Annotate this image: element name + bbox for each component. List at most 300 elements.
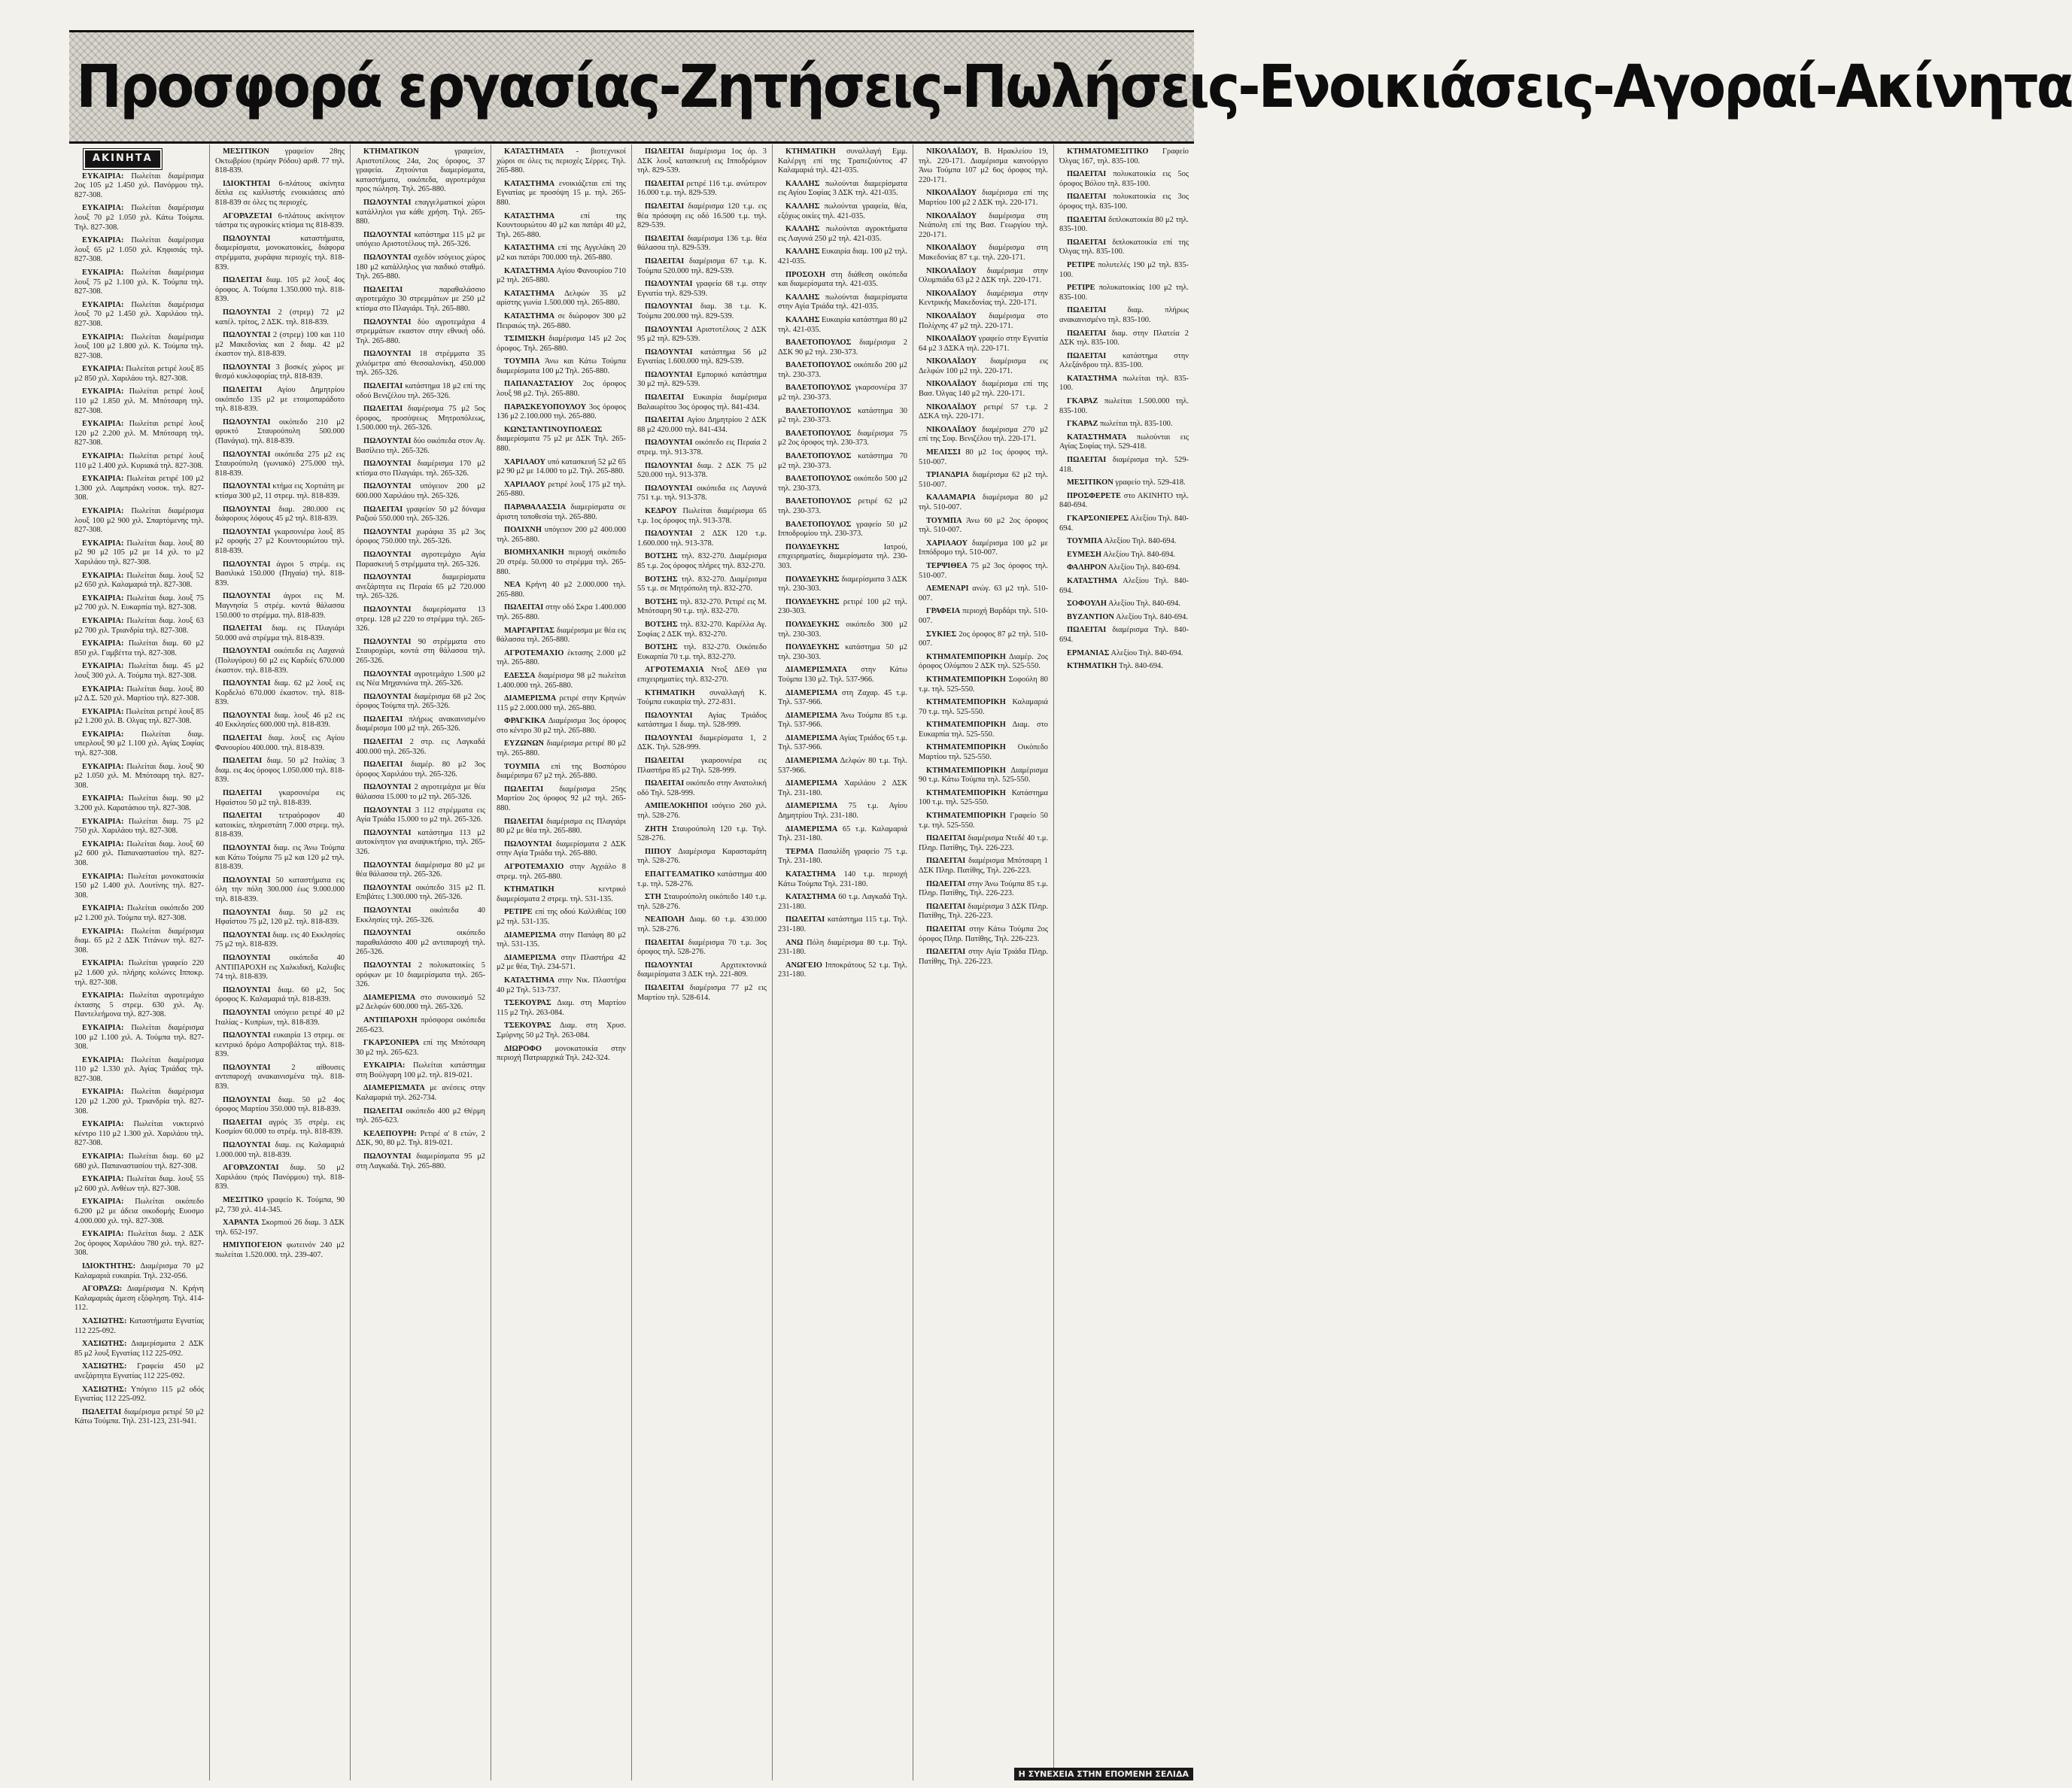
classified-ad (637, 802, 767, 821)
ad-lead: ΦΡΑΓΚΙΚΑ (504, 717, 546, 726)
ad-text: 3ος όροφος 136 μ2 2.100.000 τηλ. 265-880. (497, 402, 626, 421)
ad-text: οικόπεδο εις Περαία 2 στρεμ. τηλ. 913-378. (637, 439, 767, 457)
classified-ad (1059, 456, 1189, 475)
classified-ad (356, 382, 485, 401)
ad-text: Υπόγειο 115 μ2 οδός Εγνατίας 112 225-092. (74, 1385, 205, 1404)
ad-text: Αρχιτεκτονικά διαμερίσματα 3 ΔΣΚ τηλ. 221-809. (637, 961, 767, 979)
ad-text: Αριστοτέλους 2 ΔΣΚ 95 μ2 τηλ. 829-539. (637, 325, 767, 344)
ad-text: επί της Αγγελάκη 20 μ2 και πατάρι 700.000 τηλ. 265-880. (497, 244, 626, 262)
ad-text: οικόπεδο 315 μ2 Π. Επιβάτες 1.300.000 τηλ. 265-326. (356, 883, 485, 902)
classified-ad (637, 621, 767, 639)
ad-lead: ΣΥΚΙΕΣ (926, 630, 957, 639)
ad-lead: ΕΥΚΑΙΡΙΑ: (82, 1152, 124, 1161)
ad-text: γκαρσονιέρα εις Πλαστήρα 85 μ2 Τηλ. 528-999. (637, 757, 767, 775)
ad-lead: ΤΣΕΚΟΥΡΑΣ (504, 999, 551, 1008)
ad-text: γκαρσονιέρα εις Ηφαίστου 50 μ2 τηλ. 818-839. (215, 789, 345, 807)
ad-lead: ΚΩΝΣΤΑΝΤΙΝΟΥΠΟΛΕΩΣ (504, 425, 603, 434)
classified-ad (637, 416, 767, 435)
ad-lead: ΠΩΛΕΙΤΑΙ (926, 879, 966, 888)
classified-ad (497, 885, 626, 904)
ad-text: διαμ. 50 μ2 Ιταλίας 3 διαμ. εις 4ος όροφος 1.050.000 τηλ. 818-839. (215, 757, 345, 785)
ad-text: κατάστημα 115 τ.μ. Τηλ. 231-180. (778, 915, 907, 933)
ad-text: ρετιρέ 57 τ.μ. 2 ΔΣΚΑ τηλ. 220-171. (919, 402, 1048, 421)
ad-lead: ΠΩΛΟΥΝΤΑΙ (223, 234, 271, 243)
ad-lead: ΔΙΑΜΕΡΙΣΜΑ (785, 757, 838, 766)
ad-text: 2 ΔΣΚ 120 τ.μ. 1.600.000 τηλ. 913-378. (637, 530, 767, 548)
ad-text: Διαμ. στο Ευκαρπία τηλ. 525-550. (919, 721, 1048, 739)
ad-lead: ΠΩΛΟΥΝΤΑΙ (223, 908, 271, 917)
column-2 (210, 144, 351, 1780)
ad-lead: ΕΥΚΑΙΡΙΑ: (82, 904, 124, 913)
ad-lead: ΠΩΛΟΥΝΤΑΙ (645, 280, 693, 289)
ad-lead: ΤΕΡΜΑ (785, 847, 814, 856)
classified-ad (215, 1141, 345, 1160)
ad-text: 140 τ.μ. περιοχή Κάτω Τούμπα Τηλ. 231-180. (778, 870, 907, 888)
ad-lead: ΠΙΠΟΥ (645, 847, 672, 856)
ad-lead: ΝΙΚΟΛΑΪΔΟΥ (926, 189, 977, 198)
ad-text: κτήμα εις Χορτιάτη με κτίσμα 300 μ2, 11 στρεμ. τηλ. 818-839. (215, 482, 345, 500)
ad-lead: ΚΑΤΑΣΤΗΜΑΤΑ (1067, 433, 1127, 442)
classified-ad (919, 380, 1048, 399)
ad-text: διαμερίσματα 3 ΔΣΚ τηλ. 230-303. (778, 575, 907, 593)
classified-ad (919, 630, 1048, 649)
ad-text: τηλ. 832-270. Διαμέρισμα 55 τ.μ. σε Μητρόπολη τηλ. 832-270. (637, 575, 767, 593)
ad-text: διαμ. 50 μ2 Χαριλάου (πρός Πανόρμου) τηλ. 818-839. (215, 1164, 345, 1191)
classified-ad (74, 708, 204, 727)
ad-lead: ΠΩΛΟΥΝΤΑΙ (223, 1141, 271, 1150)
ad-lead: ΠΩΛΕΙΤΑΙ (363, 760, 403, 770)
ad-text: γραφείο 50 μ2 Ιπποδρομίου τηλ. 230-373. (778, 520, 907, 539)
ad-lead: ΠΑΠΑΝΑΣΤΑΣΙΟΥ (504, 380, 574, 389)
ad-text: 2 (στρεμ) 100 και 110 μ2 Μακεδονίας και 2 διαμ. 42 μ2 έκαστον τηλ. 818-839. (215, 331, 345, 359)
classified-ad (356, 437, 485, 456)
ad-text: Πωλείται διαμ. λουξ 75 μ2 700 χιλ. Ν. Ευκαρπία τηλ. 827-308. (74, 593, 204, 612)
ad-lead: ΠΩΛΕΙΤΑΙ (223, 812, 263, 821)
classified-ad (637, 984, 767, 1003)
ad-lead: ΠΩΛΟΥΝΤΑΙ (223, 505, 271, 514)
classified-ad (74, 959, 204, 988)
ad-text: Πωλείται διαμέρισμα 65 τ.μ. 1ος όροφος τηλ. 913-378. (637, 507, 767, 525)
ad-lead: ΠΩΛΟΥΝΤΑΙ (223, 647, 271, 656)
classified-ad (74, 387, 204, 416)
classified-ad (356, 961, 485, 990)
ad-lead: ΠΩΛΟΥΝΤΑΙ (363, 573, 412, 582)
classified-ad (215, 451, 345, 479)
classified-ad (919, 903, 1048, 921)
ad-text: στην Πλαστήρα 42 μ2 με θέα, Τηλ. 234-571. (497, 953, 626, 972)
classified-ad (74, 818, 204, 836)
ad-text: Πωλείται διαμ. 45 μ2 λουξ 300 χιλ. Α. Τούμπα τηλ. 827-308. (74, 662, 204, 680)
ad-text: διπλοκατοικία 80 μ2 τηλ. 835-100. (1059, 215, 1189, 234)
ad-text: διαμέρισμα 136 τ.μ. θέα θάλασσα τηλ. 829-539. (637, 234, 767, 253)
ad-lead: ΝΙΚΟΛΑΪΔΟΥ, (926, 147, 978, 156)
ad-text: με ανέσεις στην Καλαμαριά τηλ. 262-734. (356, 1084, 485, 1103)
ad-text: Ευκαιρία κατάστημα 80 μ2 τηλ. 421-035. (778, 315, 907, 334)
ad-lead: ΓΚΑΡΣΟΝΙΕΡΕΣ (1067, 515, 1129, 523)
ad-lead: ΚΑΤΑΣΤΗΜΑ (504, 976, 555, 985)
ad-text: στην Αγχιάλο 8 στρεμ. τηλ. 265-880. (497, 863, 626, 881)
ad-lead: ΠΩΛΟΥΝΤΑΙ (363, 669, 412, 678)
ad-lead: ΕΥΚΑΙΡΙΑ: (82, 685, 124, 694)
classified-ad (74, 1386, 204, 1404)
classified-ad (637, 825, 767, 844)
ad-lead: ΠΩΛΕΙΤΑΙ (363, 505, 403, 514)
ad-text: οικόπεδα 275 μ2 εις Σταυρούπολη (γωνιακό) 275.000 τηλ. 818-839. (215, 450, 345, 478)
ad-text: Εμπορικό κατάστημα 30 μ2 τηλ. 829-539. (637, 370, 767, 389)
ad-text: Διαμέρισμα 3ος όροφος στο κέντρο 30 μ2 τηλ. 265-880. (497, 717, 626, 735)
ad-lead: ΠΩΛΟΥΝΤΑΙ (645, 325, 693, 334)
ad-text: διαμέρ. 80 μ2 3ος όροφος Χαριλάου τηλ. 265-326. (356, 760, 485, 779)
ad-text: διαμ. 280.000 εις διάφορους λόφους 45 μ2 τηλ. 818-839. (215, 505, 345, 524)
ad-lead: ΝΙΚΟΛΑΪΔΟΥ (926, 244, 977, 253)
ad-text: στη Ζαχαρ. 45 τ.μ. Τηλ. 537-966. (778, 688, 907, 707)
classified-ad (74, 172, 204, 201)
classified-ad (74, 236, 204, 265)
ad-text: Πωλείται ρετιρέ λουξ 85 μ2 850 χιλ. Χαριλάου τηλ. 827-308. (74, 365, 204, 383)
ad-lead: ΠΩΛΕΙΤΑΙ (1067, 238, 1107, 247)
ad-lead: ΠΩΛΟΥΝΤΑΙ (363, 961, 412, 970)
ad-text: υπό κατασκευή 52 μ2 65 μ2 90 μ2 με 14.000 το μ2. Τηλ. 265-880. (497, 457, 626, 476)
classified-ad (74, 730, 204, 759)
ad-text: οικόπεδο 400 μ2 Θέρμη τηλ. 265-623. (356, 1106, 485, 1125)
ad-text: διαμερίσματα σε άριστη τοποθεσία τηλ. 265-880. (497, 503, 626, 521)
classified-ad (356, 1016, 485, 1035)
ad-lead: ΠΩΛΟΥΝΤΑΙ (223, 482, 271, 491)
classified-ad (356, 693, 485, 712)
ad-text: διαμέρισμα στο Πολίχνης 47 μ2 τηλ. 220-171. (919, 311, 1048, 330)
ad-lead: ΠΩΛΟΥΝΤΑΙ (223, 592, 271, 601)
ad-text: στην οδό Σκρα 1.400.000 τηλ. 265-880. (497, 603, 626, 621)
classified-ad (74, 204, 204, 232)
ad-lead: ΚΑΛΛΗΣ (785, 315, 820, 324)
classified-ad (497, 908, 626, 927)
ad-lead: ΑΓΡΟΤΕΜΑΧΙΟ (504, 863, 564, 871)
ad-lead: ΠΩΛΟΥΝΤΑΙ (645, 461, 693, 470)
classified-ad (356, 806, 485, 825)
classified-ad (919, 147, 1048, 185)
ad-lead: ΚΤΗΜΑΤΙΚΗ (1067, 662, 1117, 671)
ad-lead: ΔΙΑΜΕΡΙΣΜΑΤΑ (785, 666, 847, 675)
ad-text: διαμέρισμα στην Ολυμπιάδα 63 μ2 2 ΔΣΚ τηλ. 220-171. (919, 266, 1048, 285)
ad-lead: ΕΥΚΑΙΡΙΑ: (82, 817, 124, 826)
classified-ad (497, 1045, 626, 1064)
classified-ad (215, 147, 345, 176)
classified-ad (637, 462, 767, 481)
classified-ad (215, 734, 345, 753)
ad-text: περιοχή Βαρδάρι τηλ. 510-007. (919, 607, 1048, 625)
ad-text: 2ος όροφος 87 μ2 τηλ. 510-007. (919, 630, 1048, 648)
ad-lead: ΕΥΚΑΙΡΙΑ: (82, 332, 124, 342)
ad-text: κατάστημα 70 μ2 τηλ. 230-373. (778, 452, 907, 470)
ad-lead: ΡΕΤΙΡΕ (504, 908, 533, 917)
ad-lead: ΚΑΤΑΣΤΗΜΑ (1067, 576, 1118, 585)
ad-text: Ιατρού, επιχειρηματίες, διαμερίσματα τηλ. 230-303. (778, 542, 907, 570)
ad-lead: ΚΤΗΜΑΤΕΜΠΟΡΙΚΗ (926, 766, 1006, 775)
classified-ad (356, 861, 485, 880)
ad-lead: ΔΙΑΜΕΡΙΣΜΑ (785, 824, 838, 833)
ad-lead: ΠΩΛΟΥΝΤΑΙ (363, 883, 412, 892)
ad-lead: ΒΟΤΣΗΣ (645, 575, 678, 584)
ad-lead: ΒΟΤΣΗΣ (645, 620, 678, 629)
ad-text: ρετιρέ 62 μ2 τηλ. 230-373. (778, 497, 907, 515)
classified-ad (778, 316, 907, 335)
ad-text: οικόπεδα 40 Εκκλησίες τηλ. 265-326. (356, 906, 485, 924)
classified-ad (919, 335, 1048, 354)
ad-text: διαμ. πλήρως ανακαινισμένο τηλ. 835-100. (1059, 306, 1189, 324)
classified-ad (215, 1119, 345, 1137)
classified-ad (497, 785, 626, 814)
ad-lead: ΠΩΛΕΙΤΑΙ (363, 1106, 403, 1116)
ad-lead: ΠΩΛΟΥΝΤΑΙ (504, 839, 552, 848)
classified-ad (1059, 284, 1189, 302)
ad-text: ρετιρέ λουξ 175 μ2 τηλ. 265-880. (497, 480, 626, 499)
ad-text: πωλείται 1.500.000 τηλ. 835-100. (1059, 397, 1189, 415)
ad-text: Πωλείται διαμ. 2 ΔΣΚ 2ος όροφος Χαριλάου 780 χιλ. τηλ. 827-308. (74, 1230, 204, 1258)
ad-lead: ΝΙΚΟΛΑΪΔΟΥ (926, 311, 977, 320)
ad-text: ισόγειο 260 χιλ. τηλ. 528-276. (637, 802, 767, 821)
classified-ad (919, 562, 1048, 581)
classified-ad (497, 931, 626, 950)
ad-lead: ΣΤΗ (645, 893, 661, 902)
ad-lead: ΚΑΛΑΜΑΡΙΑ (926, 493, 976, 502)
ad-text: Πωλείται διαμ. λουξ 63 μ2 700 χιλ. Τριανδρία τηλ. 827-308. (74, 616, 204, 635)
classified-ad (778, 338, 907, 357)
classified-ad (919, 789, 1048, 808)
ad-text: διαμερίσματα 2 ΔΣΚ στην Αγία Τριάδα τηλ. 265-880. (497, 839, 626, 858)
classified-ad (215, 180, 345, 208)
ad-lead: ΕΥΚΑΙΡΙΑ: (82, 616, 124, 625)
ad-lead: ΚΑΤΑΣΤΗΜΑ (785, 870, 837, 879)
classified-ad (919, 312, 1048, 331)
ad-text: διαμ. 62 μ2 λουξ εις Κορδελιό 670.000 έκαστον. τηλ. 818-839. (215, 679, 345, 707)
classified-ad (919, 403, 1048, 422)
classified-ad (497, 672, 626, 691)
ad-lead: ΠΑΡΑΣΚΕΥΟΠΟΥΛΟΥ (504, 402, 587, 411)
ad-text: Πωλείται ρετιρέ 100 μ2 1.300 χιλ. Λαμπράκη νοσοκ. τηλ. 827-308. (74, 475, 204, 502)
ad-text: Αλεξίου Τηλ. 840-694. (1107, 563, 1180, 572)
ad-text: χωράφια 35 μ2 3ος όροφος 750.000 τηλ. 265-326. (356, 527, 485, 546)
ad-text: Γραφεία 450 μ2 ανεξάρτητα Εγνατίας 112 225-092. (74, 1362, 204, 1380)
classified-ad (778, 271, 907, 290)
ad-lead: ΠΩΛΟΥΝΤΑΙ (223, 450, 271, 459)
classified-ad (74, 1285, 204, 1313)
classified-ad (215, 931, 345, 950)
ad-text: Δελφών 35 μ2 αρίστης γωνία 1.500.000 τηλ. 265-880. (497, 289, 626, 308)
ad-text: ρετιρέ 116 τ.μ. ανώτερον 16.000 τ.μ. τηλ. 829-539. (637, 179, 767, 198)
ad-text: αγρός 35 στρέμ. εις Κοσμίον 60.000 το στρέμ. τηλ. 818-839. (215, 1118, 345, 1137)
ad-lead: ΓΚΑΡΣΟΝΙΕΡΑ (363, 1039, 420, 1048)
classified-ad (637, 507, 767, 526)
classified-ad (356, 1152, 485, 1171)
ad-text: γκαρσονιέρα λουξ 85 μ2 οροφής 27 μ2 Κουντουριώτου τηλ. 818-839. (215, 527, 345, 555)
ad-lead: ΒΙΟΜΗΧΑΝΙΚΗ (504, 548, 564, 557)
classified-ad (74, 1056, 204, 1085)
classified-ad (74, 1408, 204, 1427)
classified-ad (356, 147, 485, 195)
ad-lead: ΑΝΩ (785, 938, 804, 947)
ad-lead: ΕΡΜΑΝΙΑΣ (1067, 648, 1110, 657)
ad-text: πωλείται τηλ. 835-100. (1100, 420, 1173, 429)
classified-ad (356, 760, 485, 779)
ad-text: Αλεξίου Τηλ. 840-694. (1104, 537, 1177, 546)
classified-ad (637, 484, 767, 503)
classified-ad (356, 573, 485, 602)
ad-lead: ΠΩΛΟΥΝΤΑΙ (223, 560, 271, 569)
ad-text: διαμέρισμα στη Μακεδονίας 87 τ.μ. τηλ. 220-171. (919, 244, 1048, 262)
ad-lead: ΠΩΛΟΥΝΤΑΙ (363, 527, 412, 536)
ad-text: κεντρικό διαμερίσματα 2 στρεμ. τηλ. 531-135. (497, 885, 626, 903)
ad-text: υπόγειον 200 μ2 400.000 τηλ. 265-880. (497, 526, 626, 544)
ad-text: διαμερίσματα 1, 2 ΔΣΚ. Τηλ. 528-999. (637, 733, 767, 752)
classified-ad (74, 539, 204, 568)
ad-lead: ΠΟΛΙΧΝΗ (504, 526, 542, 535)
classified-ad (637, 348, 767, 367)
ad-lead: ΧΑΡΙΛΑΟΥ (926, 539, 968, 548)
ad-text: 2 πολυκατοικίες 5 ορόφων με 10 διαμερίσματα τηλ. 265-326. (356, 961, 485, 989)
ad-lead: ΝΙΚΟΛΑΪΔΟΥ (926, 266, 977, 275)
ad-text: Αλεξίου Τηλ. 840-694. (1110, 648, 1183, 657)
ad-text: Αλεξίου Τηλ. 840-694. (1107, 600, 1180, 609)
ad-lead: ΤΟΥΜΠΑ (926, 516, 962, 525)
classified-ad (356, 715, 485, 734)
ad-text: Αλεξίου Τηλ. 840-694. (1059, 576, 1189, 595)
ad-lead: ΠΩΛΕΙΤΑΙ (645, 416, 685, 425)
ad-lead: ΠΩΛΟΥΝΤΑΙ (223, 1063, 271, 1072)
ad-lead: ΕΥΚΑΙΡΙΑ: (82, 452, 124, 461)
classified-ad (74, 1120, 204, 1149)
ad-text: - βιοτεχνικοί χώροι σε όλες τις περιοχές Σέρρες. Τηλ. 265-880. (497, 147, 626, 175)
classified-ad (919, 357, 1048, 376)
ad-lead: ΒΑΛΕΤΟΠΟΥΛΟΣ (785, 452, 852, 461)
ad-text: 80 μ2 1ος όροφος τηλ. 510-007. (919, 448, 1048, 466)
ad-text: επί της Μπότσαρη 30 μ2 τηλ. 265-623. (356, 1039, 485, 1057)
ad-text: Πωλείται διαμ. 75 μ2 750 χιλ. Χαριλάου τηλ. 827-308. (74, 817, 204, 836)
ad-lead: ΠΩΛΕΙΤΑΙ (645, 757, 685, 766)
classified-ad (778, 666, 907, 685)
classified-ad (637, 598, 767, 617)
classified-ad (497, 976, 626, 995)
classified-ad (1059, 649, 1189, 659)
ad-lead: ΒΑΛΕΤΟΠΟΥΛΟΣ (785, 475, 852, 484)
ad-lead: ΒΑΛΕΤΟΠΟΥΛΟΣ (785, 429, 852, 438)
classified-ad (74, 904, 204, 923)
ad-lead: ΦΑΛΗΡΟΝ (1067, 563, 1107, 572)
classified-ad (778, 915, 907, 934)
classified-ad (919, 212, 1048, 241)
ad-text: διαμέρισμα 98 μ2 πωλείται 1.400.000 τηλ. 265-880. (497, 671, 626, 690)
ad-lead: ΠΩΛΟΥΝΤΑΙ (645, 302, 693, 311)
classified-ad (356, 783, 485, 802)
classified-ad (778, 293, 907, 312)
ad-lead: ΜΕΣΙΤΙΚΟ (223, 1196, 264, 1204)
ad-lead: ΕΥΚΑΙΡΙΑ: (82, 1120, 124, 1129)
ad-lead: ΠΩΛΕΙΤΑΙ (645, 179, 685, 188)
ad-text: Πασαλίδη γραφείο 75 τ.μ. Τηλ. 231-180. (778, 847, 907, 866)
ad-lead: ΚΑΤΑΣΤΗΜΑ (504, 244, 555, 253)
ad-text: Πωλείται διαμέρισμα λουξ 70 μ2 1.050 χιλ. Κάτω Τούμπα. Τηλ. 827-308. (74, 204, 204, 232)
ad-lead: ΚΑΛΛΗΣ (785, 225, 820, 234)
ad-lead: ΑΓΟΡΑΖΟΝΤΑΙ (223, 1164, 279, 1173)
ad-lead: ΠΩΛΟΥΝΤΑΙ (645, 484, 693, 493)
classified-ad (356, 505, 485, 524)
ad-lead: ΠΑΡΑΘΑΛΑΣΣΙΑ (504, 503, 567, 512)
ad-text: Πωλείται διαμ. υπερλουξ 90 μ2 1.100 χιλ. Αγίας Σοφίας τηλ. 827-308. (74, 730, 204, 758)
classified-ad (637, 643, 767, 662)
classified-ad (74, 1262, 204, 1281)
ad-lead: ΠΩΛΕΙΤΑΙ (785, 915, 825, 924)
classified-ad (215, 560, 345, 589)
classified-ad (778, 202, 907, 221)
classified-ad (215, 647, 345, 675)
ad-text: υπόγειον 200 μ2 600.000 Χαριλάου τηλ. 265-326. (356, 482, 485, 500)
classified-ad (1059, 375, 1189, 393)
ad-lead: ΠΩΛΟΥΝΤΑΙ (223, 1008, 271, 1017)
ad-text: Πωλείται διαμέρισμα λουξ 70 μ2 1.450 χιλ. Χαριλάου τηλ. 827-308. (74, 300, 204, 328)
ad-lead: ΠΩΛΕΙΤΑΙ (1067, 193, 1107, 202)
ad-lead: ΠΩΛΕΙΤΑΙ (223, 734, 263, 743)
classified-ad (215, 276, 345, 305)
ad-lead: ΔΙΑΜΕΡΙΣΜΑ (785, 711, 838, 720)
ad-lead: ΤΡΙΑΝΔΡΙΑ (926, 471, 969, 480)
ad-text: Διαμέρισμα 70 μ2 Καλαμαριά ευκαιρία. Τηλ. 232-056. (74, 1261, 204, 1280)
classified-ad (356, 606, 485, 634)
ad-text: πωλούνται γραφεία, θέα, εξόχως οικίες τηλ. 421-035. (778, 202, 907, 220)
classified-ad (215, 624, 345, 643)
ad-text: Σοφούλη 80 τ.μ. τηλ. 525-550. (919, 675, 1048, 694)
ad-lead: ΠΩΛΕΙΤΑΙ (363, 285, 403, 294)
classified-ad (778, 407, 907, 426)
ad-lead: ΠΩΛΟΥΝΤΑΙ (363, 1152, 412, 1161)
ad-lead: ΕΥΚΑΙΡΙΑ: (82, 1055, 124, 1064)
classified-ad (1059, 306, 1189, 325)
ad-lead: ΠΩΛΕΙΤΑΙ (504, 603, 544, 612)
classified-ad (74, 617, 204, 636)
classified-ad (497, 180, 626, 208)
column-4 (491, 144, 632, 1780)
classified-ad (919, 607, 1048, 626)
ad-text: Πωλείται ρετιρέ λουξ 110 μ2 1.400 χιλ. Κυριακά τηλ. 827-308. (74, 452, 204, 470)
classified-ad (497, 526, 626, 545)
ad-lead: ΠΩΛΟΥΝΤΑΙ (223, 711, 271, 720)
ad-lead: ΝΕΑ (504, 581, 521, 590)
classified-ad (778, 825, 907, 844)
classified-ad (1059, 662, 1189, 672)
ad-text: διαμέρισμα στην Κεντρικής Μακεδονίας τηλ. 220-171. (919, 289, 1048, 308)
ad-text: διαμ. 38 τ.μ. Κ. Τούμπα 200.000 τηλ. 829-539. (637, 302, 767, 320)
ad-text: παραθαλάσσιο αγροτεμάχιο 30 στρεμμάτων με 250 μ2 κτίσμα στο Πλαγιάρι. Τηλ. 265-880. (356, 285, 485, 313)
ad-lead: ΑΝΩΓΕΙΟ (785, 961, 822, 970)
ad-lead: ΠΩΛΟΥΝΤΑΙ (645, 733, 693, 742)
classified-ad (637, 302, 767, 321)
classified-ad (919, 426, 1048, 445)
ad-text: τηλ. 832-270. Οικόπεδο Ευκαρπία 70 τ.μ. τηλ. 832-270. (637, 643, 767, 661)
classified-ad (356, 1039, 485, 1058)
ad-text: περιοχή οικόπεδο 20 στρέμ. 50.000 το στρέμμα τηλ. 265-880. (497, 548, 626, 576)
ad-lead: ΧΑΡΙΛΑΟΥ (504, 457, 546, 466)
classified-ad (778, 961, 907, 980)
ad-text: διαμ. εις Καλαμαριά 1.000.000 τηλ. 818-839. (215, 1141, 345, 1159)
ad-lead: ΜΕΣΙΤΙΚΟΝ (223, 147, 269, 156)
ad-text: άγροι 5 στρέμ. εις Βασιλικά 150.000 (Πηγαία) τηλ. 818-839. (215, 560, 345, 587)
ad-text: διαμέρισμα 75 μ2 2ος όροφος τηλ. 230-373. (778, 429, 907, 448)
ad-text: Σταυρούπολη οικόπεδο 140 τ.μ. τηλ. 528-276. (637, 893, 767, 911)
classified-ad (778, 689, 907, 708)
ad-lead: ΠΩΛΕΙΤΑΙ (363, 715, 403, 724)
ad-text: Ευκαιρία διαμ. 100 μ2 τηλ. 421-035. (778, 247, 907, 266)
ad-lead: ΒΟΤΣΗΣ (645, 552, 678, 561)
ad-text: διαμέρισμα Τηλ. 840-694. (1059, 626, 1189, 644)
classified-ad (74, 507, 204, 536)
